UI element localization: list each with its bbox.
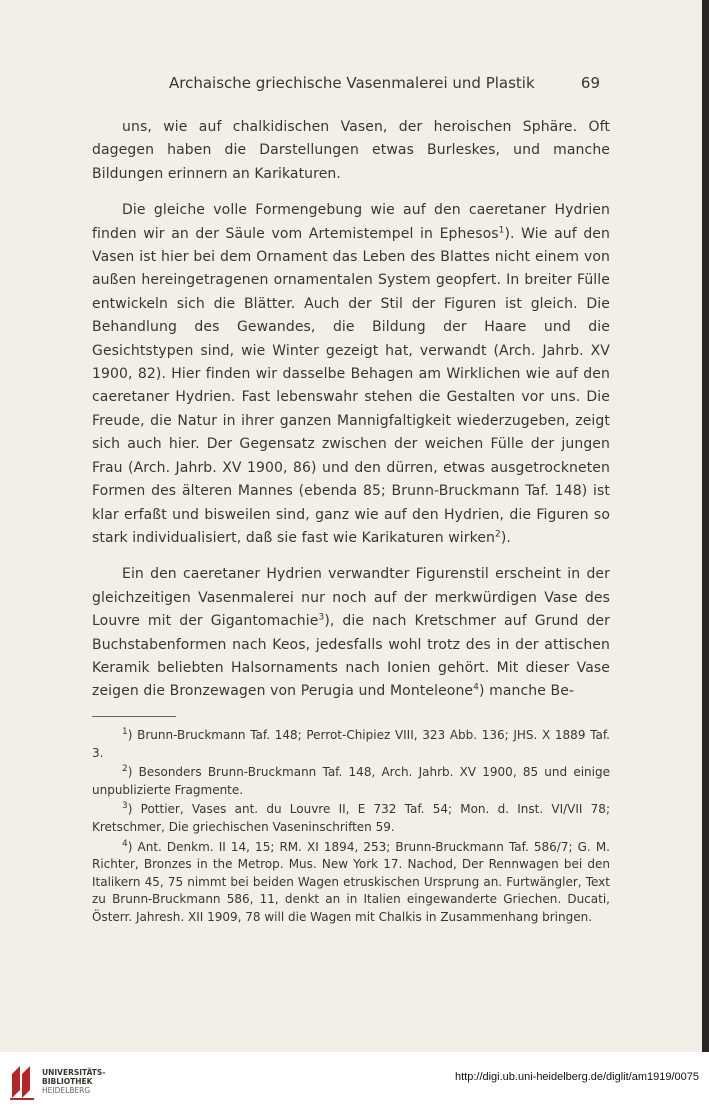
digitization-footer <box>0 1052 709 1112</box>
paragraph-3-text-c: ) manche Be- <box>478 683 575 700</box>
library-name <box>42 1068 105 1095</box>
footnote-3 <box>92 801 610 836</box>
footnote-divider <box>92 716 176 717</box>
footnote-3-text: ) Pottier, Vases ant. du Louvre II, E 732 Taf. 54; Mon. d. Inst. VI/VII 78; Kretschmer, Die griechischen Vaseninschriften 59. <box>92 802 610 834</box>
body-text <box>92 116 610 704</box>
running-head-title: Archaische griechische Vasenmalerei und Plastik <box>169 74 535 92</box>
footnote-ref-1: 1 <box>498 224 505 235</box>
paragraph-2-text-b: ). Wie auf den Vasen ist hier bei dem Ornament das Leben des Blattes nicht einem von außen hereingetragenen ornamentalen System geopfert. In breiter Fülle entwickeln sich die Blätter. Auch der Stil der Figuren ist gleich. Die Behandlung des Gewandes, die Bildung der Haare und die Gesichtstypen sind, wie Winter gezeigt hat, verwandt (Arch. Jahrb. XV 1900, 82). Hier finden wir dasselbe Behagen am Wirklichen wie auf den caeretaner Hydrien. Fast lebenswahr stehen die Gestalten vor uns. Die Freude, die Natur in ihrer ganzen Mannigfaltigkeit wiederzugeben, zeigt sich auch hier. Der Gegensatz zwischen der weichen Fülle der jungen Frau (Arch. Jahrb. XV 1900, 86) und den dürren, etwas ausgetrockneten Formen des älteren Mannes (ebenda 85; Brunn-Bruckmann Taf. 148) ist klar erfaßt und bisweilen sind, ganz wie auf den Hydrien, die Figuren so stark individualisiert, daß sie fast wie Karikaturen wirken <box>92 225 610 546</box>
paragraph-2 <box>92 199 610 550</box>
footnotes <box>92 727 610 927</box>
permalink-url[interactable]: http://digi.ub.uni-heidelberg.de/diglit/am1919/0075 <box>454 1071 699 1083</box>
footnote-4 <box>92 839 610 927</box>
footnote-1-text: ) Brunn-Bruckmann Taf. 148; Perrot-Chipiez VIII, 323 Abb. 136; JHS. X 1889 Taf. 3. <box>92 728 610 760</box>
paragraph-2-text-c: ). <box>500 529 511 546</box>
paragraph-3-text-a: Ein den caeretaner Hydrien verwandter Figurenstil erscheint in der gleichzeitigen Vasenmalerei nur noch auf der merkwürdigen Vase des Louvre mit der Gigantomachie <box>92 566 610 630</box>
paragraph-3-text-b: ), die nach Kretschmer auf Grund der Buchstabenformen nach Keos, jedesfalls wohl trotz des in der attischen Keramik beliebten Halsornaments nach Ionien gehört. Mit dieser Vase zeigen die Bronzewagen von Perugia und Monteleone <box>92 613 610 700</box>
paragraph-1-text: uns, wie auf chalkidischen Vasen, der heroischen Sphäre. Oft dagegen haben die Darstellungen etwas Burleskes, und manche Bildungen erinnern an Karikaturen. <box>92 119 610 182</box>
footnote-2-text: ) Besonders Brunn-Bruckmann Taf. 148, Arch. Jahrb. XV 1900, 85 und einige unpublizierte Fragmente. <box>92 765 610 797</box>
footnote-1-mark: 1 <box>122 727 128 737</box>
footnote-2 <box>92 764 610 799</box>
paragraph-3 <box>92 563 610 703</box>
footnote-3-mark: 3 <box>122 801 128 812</box>
paragraph-2-text-a: Die gleiche volle Formengebung wie auf den caeretaner Hydrien finden wir an der Säule vom Artemistempel in Ephesos <box>92 202 610 242</box>
library-line-3: HEIDELBERG <box>42 1086 91 1095</box>
footnote-4-text: ) Ant. Denkm. II 14, 15; RM. XI 1894, 253; Brunn-Bruckmann Taf. 586/7; G. M. Richter, Bronzes in the Metrop. Mus. New York 17. Nachod, Der Rennwagen bei den Italikern 45, 75 nimmt bei beiden Wagen etruskischen Ursprung an. Furtwängler, Text zu Brunn-Bruckmann 586, 11, denkt an in Italien eingewanderte Griechen. Ducati, Österr. Jahresh. XII 1909, 78 will die Wagen mit Chalkis in Zusammenhang bringen. <box>92 839 610 924</box>
university-library-logo-icon <box>8 1062 38 1102</box>
running-head <box>92 74 600 96</box>
page-number: 69 <box>580 74 600 92</box>
footnote-2-mark: 2 <box>122 764 128 775</box>
footnote-4-mark: 4 <box>122 838 128 849</box>
library-line-1: UNIVERSITÄTS- <box>42 1068 106 1077</box>
footnote-ref-4: 4 <box>473 682 479 693</box>
paragraph-1 <box>92 116 610 186</box>
page-edge-shadow <box>702 0 709 1052</box>
library-line-2: BIBLIOTHEK <box>42 1077 93 1086</box>
footnote-1 <box>92 727 610 762</box>
footnote-ref-3: 3 <box>318 612 325 623</box>
footnote-ref-2: 2 <box>495 529 501 540</box>
